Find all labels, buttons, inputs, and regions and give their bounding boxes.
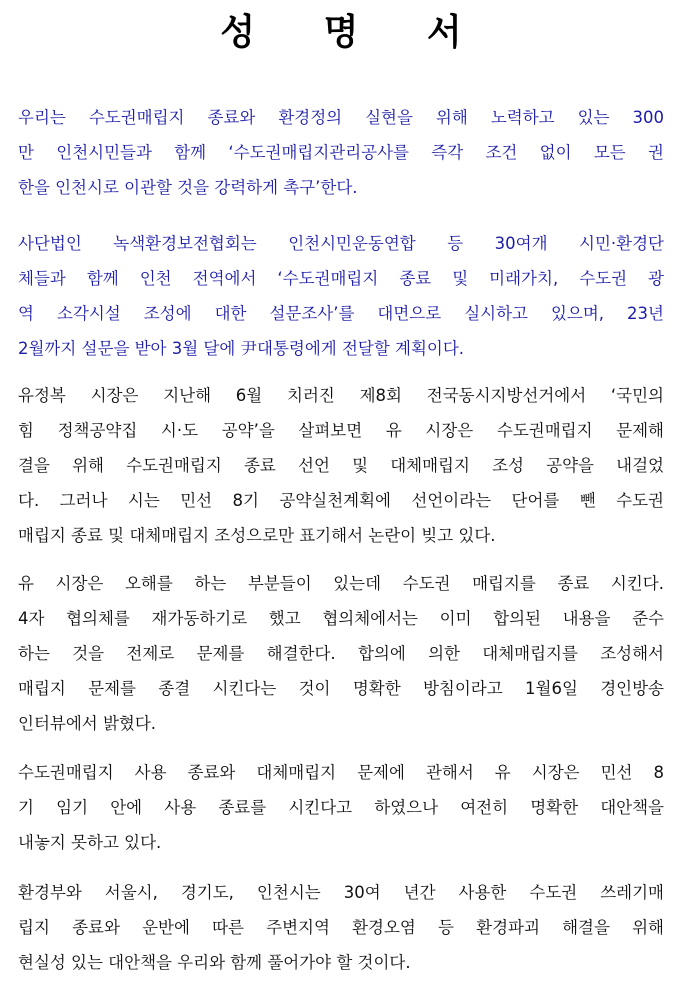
paragraph-line: 4자 협의체를 재가동하기로 했고 협의체에서는 이미 합의된 내용을 준수 (18, 609, 664, 628)
paragraph-line: 유정복 시장은 지난해 6월 치러진 제8회 전국동시지방선거에서 ‘국민의 (18, 386, 664, 405)
paragraph-line: 결을 위해 수도권매립지 종료 선언 및 대체매립지 조성 공약을 내걸었 (18, 456, 664, 475)
paragraph-line: 내놓지 못하고 있다. (18, 833, 162, 852)
paragraph-line: 매립지 종료 및 대체매립지 조성으로만 표기해서 논란이 빚고 있다. (18, 526, 496, 545)
paragraph-line: 기 임기 안에 사용 종료를 시킨다고 하였으나 여전히 명확한 대안책을 (18, 798, 664, 817)
paragraph-line: 역 소각시설 조성에 대한 설문조사’를 대면으로 실시하고 있으며, 23년 (18, 304, 664, 323)
paragraph-5 (18, 755, 664, 860)
paragraph-4 (18, 566, 664, 741)
paragraph-line: 사단법인 녹색환경보전협회는 인천시민운동연합 등 30여개 시민·환경단 (18, 234, 664, 253)
paragraph-2 (18, 226, 664, 366)
paragraph-line: 만 인천시민들과 함께 ‘수도권매립지관리공사를 즉각 조건 없이 모든 권 (18, 143, 664, 162)
paragraph-line: 우리는 수도권매립지 종료와 환경정의 실현을 위해 노력하고 있는 300 (18, 108, 664, 127)
paragraph-line: 인터뷰에서 밝혔다. (18, 714, 157, 733)
paragraph-line: 립지 종료와 운반에 따른 주변지역 환경오염 등 환경파괴 해결을 위해 (18, 918, 664, 937)
paragraph-1 (18, 100, 664, 205)
paragraph-line: 한을 인천시로 이관할 것을 강력하게 촉구’한다. (18, 178, 358, 197)
paragraph-line: 체들과 함께 인천 전역에서 ‘수도권매립지 종료 및 미래가치, 수도권 광 (18, 269, 664, 288)
paragraph-line: 환경부와 서울시, 경기도, 인천시는 30여 년간 사용한 수도권 쓰레기매 (18, 883, 664, 902)
paragraph-line: 하는 것을 전제로 문제를 해결한다. 합의에 의한 대체매립지를 조성해서 (18, 644, 664, 663)
paragraph-3 (18, 378, 664, 553)
paragraph-line: 유 시장은 오해를 하는 부분들이 있는데 수도권 매립지를 종료 시킨다. (18, 574, 664, 593)
paragraph-line: 매립지 문제를 종결 시킨다는 것이 명확한 방침이라고 1월6일 경인방송 (18, 679, 664, 698)
paragraph-line: 수도권매립지 사용 종료와 대체매립지 문제에 관해서 유 시장은 민선 8 (18, 763, 664, 782)
paragraph-line: 현실성 있는 대안책을 우리와 함께 풀어가야 할 것이다. (18, 953, 411, 972)
paragraph-line: 2월까지 설문을 받아 3월 달에 尹대통령에게 전달할 계획이다. (18, 339, 465, 358)
document-title: 성 명 서 (220, 11, 490, 53)
paragraph-line: 힘 정책공약집 시·도 공약’을 살펴보면 유 시장은 수도권매립지 문제해 (18, 421, 664, 440)
paragraph-6 (18, 875, 664, 980)
paragraph-line: 다. 그러나 시는 민선 8기 공약실천계획에 선언이라는 단어를 뺀 수도권 (18, 491, 664, 510)
